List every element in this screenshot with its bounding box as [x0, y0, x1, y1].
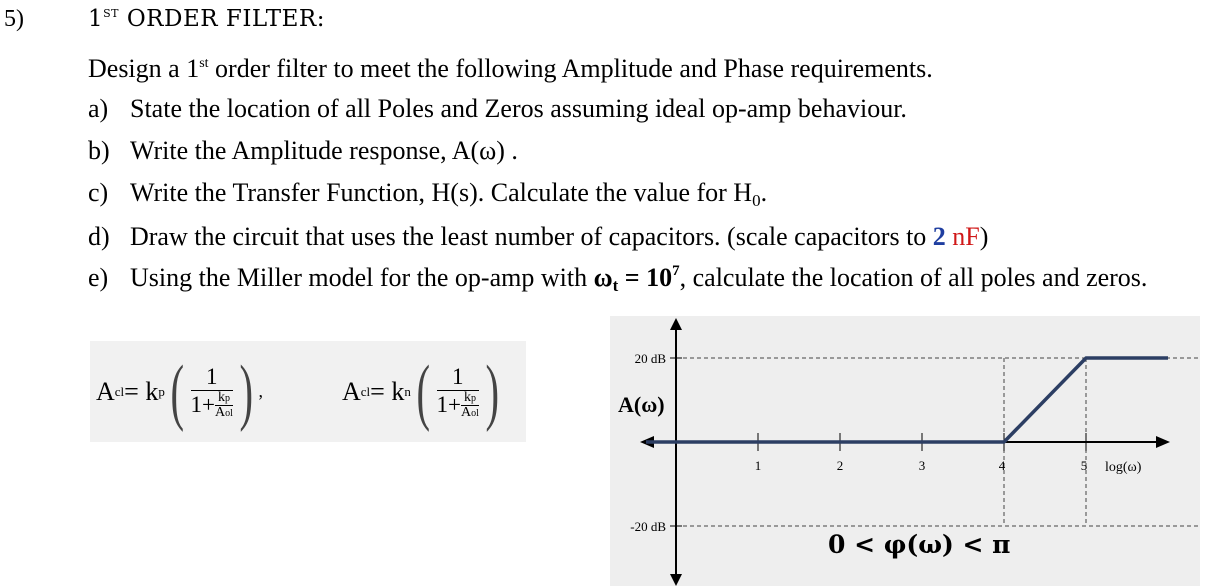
x-tick-label: 5 — [1080, 458, 1088, 473]
closed-loop-gain-formula-noninverting: A cl = k p ( 1 1+ kp Aol ) , — [96, 350, 264, 433]
question-number: 5) — [4, 6, 24, 32]
x-axis-title: log(ω) — [1105, 460, 1142, 475]
item-c: c) Write the Transfer Function, H(s). Calculate the value for $H_0$. — [88, 178, 768, 210]
item-e: e) Using the Miller model for the op-amp with $\omega_t = 10^7$, calculate the location of all poles and zeros. — [88, 263, 1148, 295]
x-tick-label: 3 — [918, 458, 926, 473]
left-paren-icon: ( — [416, 350, 430, 433]
question-title: 1ST ORDER FILTER: — [88, 6, 325, 32]
right-paren-icon: ) — [239, 350, 253, 433]
gain-formula-box — [90, 341, 526, 442]
y-axis-title: A(ω) — [618, 392, 665, 417]
capacitor-unit: nF — [952, 222, 980, 251]
x-tick-label: 1 — [754, 458, 762, 473]
capacitor-value: 2 — [932, 222, 946, 251]
left-paren-icon: ( — [170, 350, 184, 433]
item-d: d) Draw the circuit that uses the least number of capacitors. (scale capacitors to 2 nF) — [88, 222, 989, 251]
phase-requirement-label: 0 < φ(ω) < π — [828, 530, 1011, 559]
closed-loop-gain-formula-inverting: A cl = k n ( 1 1+ kp Aol ) — [342, 350, 499, 433]
x-tick-label: 4 — [998, 458, 1006, 473]
item-b: b) Write the Amplitude response, A(ω) . — [88, 136, 518, 165]
y-tick-label: 20 dB — [634, 351, 666, 366]
item-a: a) State the location of all Poles and Zeros assuming ideal op-amp behaviour. — [88, 94, 907, 123]
x-tick-label: 2 — [836, 458, 844, 473]
right-paren-icon: ) — [485, 350, 499, 433]
y-tick-label: -20 dB — [630, 519, 666, 534]
intro-text: Design a 1st order filter to meet the following Amplitude and Phase requirements. — [88, 54, 933, 83]
